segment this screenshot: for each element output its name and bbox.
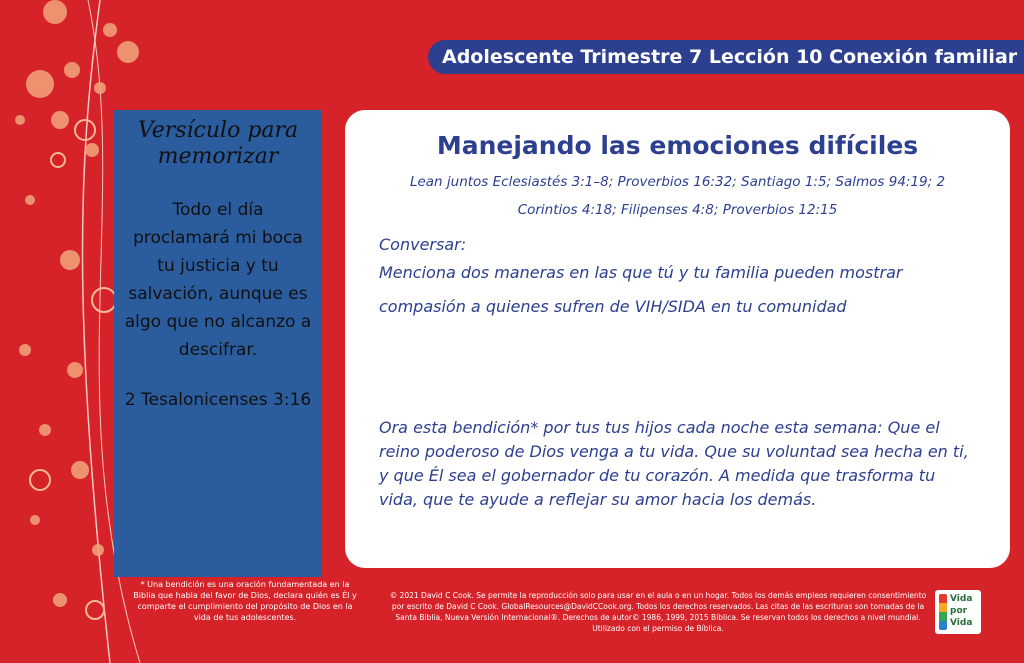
logo-color-bar xyxy=(939,594,947,630)
lesson-banner: Adolescente Trimestre 7 Lección 10 Conexión familiar xyxy=(428,40,1024,74)
memory-verse-text: Todo el día proclamará mi boca tu justicia y tu salvación, aunque es algo que no alcanzo a descifrar. xyxy=(124,200,312,360)
copyright-notice: © 2021 David C Cook. Se permite la reproducción solo para usar en el aula o en un hogar. Todos los demás empleos requieren consentimiento por escrito de David C Cook. GlobalResources@DavidCCook.org. Todos los derechos reservados. Las citas de las escrituras son tomadas de la Santa Biblia, Nueva Versión Internacional®. Derechos de autor© 1986, 1999, 2015 Bíblica. Se reservan todos los derechos a nivel mundial. Utilizado con el permiso de Bíblica. xyxy=(389,591,927,633)
logo-text: Vida por Vida xyxy=(950,594,973,628)
lesson-card xyxy=(345,110,1010,568)
memory-verse-title: Versículo para memorizar xyxy=(137,118,299,169)
converse-label: Conversar: xyxy=(379,235,467,254)
prayer-blessing: Ora esta bendición* por tus tus hijos cada noche esta semana: Que el reino poderoso de Dios venga a tu vida. Que su voluntad sea hecha en ti, y que Él sea el gobernador de tu corazón. A medida que trasforma tu vida, que te ayude a reflejar su amor hacia los demás. xyxy=(379,418,969,509)
blessing-footnote: * Una bendición es una oración fundamentada en la Biblia que habla del favor de Dios, declara quién es Él y comparte el cumplimiento del propósito de Dios en la vida de tus adolescentes. xyxy=(133,580,357,622)
memory-verse-reference: 2 Tesalonicenses 3:16 xyxy=(124,390,312,410)
memory-verse-box xyxy=(114,110,322,577)
vida-por-vida-logo xyxy=(935,590,981,634)
scripture-readings: Lean juntos Eclesiastés 3:1–8; Proverbios 16:32; Santiago 1:5; Salmos 94:19; 2 Corintios 4:18; Filipenses 4:8; Proverbios 12:15 xyxy=(409,174,946,218)
converse-text: Menciona dos maneras en las que tú y tu familia pueden mostrar compasión a quienes sufren de VIH/SIDA en tu comunidad xyxy=(379,263,903,316)
lesson-title: Manejando las emociones difíciles xyxy=(436,131,919,160)
